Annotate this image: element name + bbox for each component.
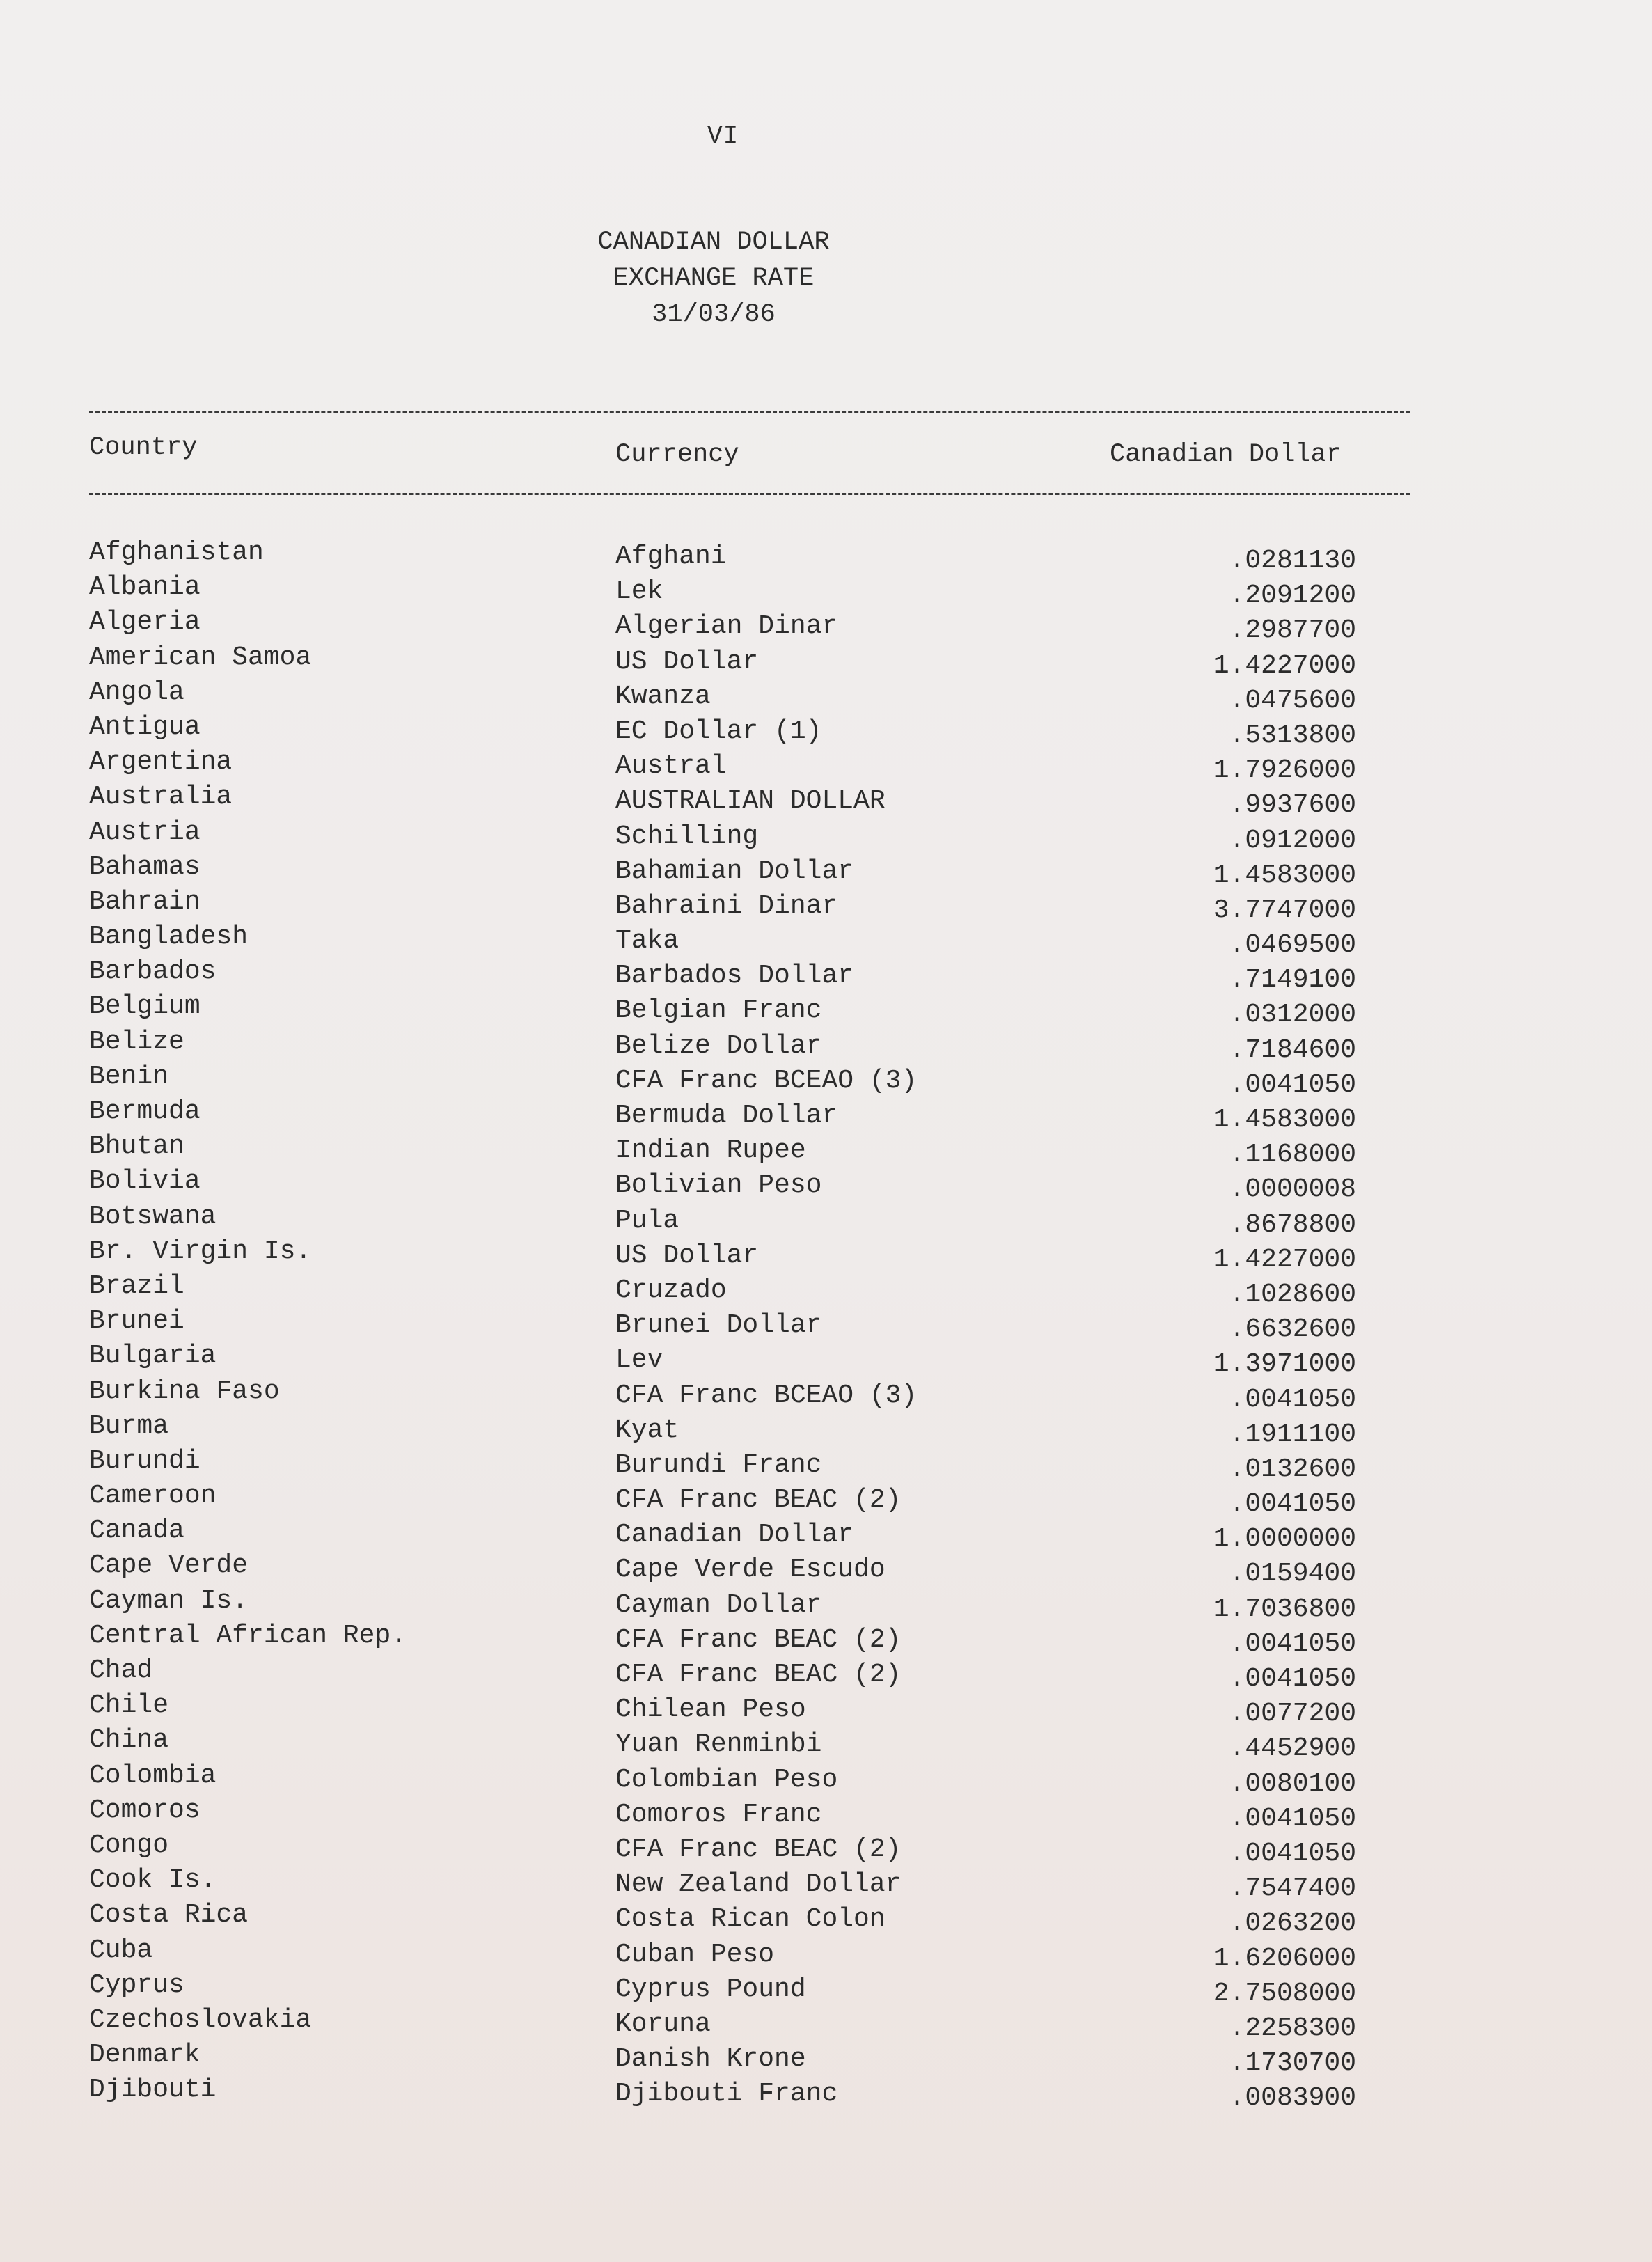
table-row	[0, 1061, 1652, 1100]
currency-cell: Lev	[615, 1345, 663, 1376]
rate-cell: .8678800	[1229, 1209, 1356, 1240]
table-row	[0, 607, 1652, 646]
rate-cell: 1.4583000	[1213, 1105, 1356, 1135]
currency-cell: CFA Franc BEAC (2)	[615, 1834, 902, 1864]
currency-cell: Chilean Peso	[615, 1695, 806, 1725]
country-cell: Cook Is.	[89, 1865, 217, 1896]
country-cell: Australia	[89, 782, 233, 812]
currency-cell: Cyprus Pound	[615, 1974, 806, 2004]
table-row	[0, 851, 1652, 890]
rate-cell: .0281130	[1229, 546, 1356, 576]
table-row	[0, 1131, 1652, 1170]
header-rule-bottom	[89, 493, 1410, 495]
table-row	[0, 1306, 1652, 1345]
table-row	[0, 1550, 1652, 1589]
table-row	[0, 572, 1652, 611]
header-rule-top	[89, 411, 1410, 413]
currency-cell: Canadian Dollar	[615, 1520, 854, 1550]
rate-cell: .0912000	[1229, 825, 1356, 856]
country-cell: Bulgaria	[89, 1341, 217, 1372]
table-row	[0, 1201, 1652, 1240]
country-cell: Belize	[89, 1026, 184, 1057]
table-row	[0, 1795, 1652, 1834]
table-row	[0, 1830, 1652, 1869]
currency-cell: Burundi Franc	[615, 1450, 822, 1480]
table-row	[0, 1166, 1652, 1205]
country-cell: Argentina	[89, 747, 233, 778]
table-row	[0, 712, 1652, 751]
country-cell: Botswana	[89, 1201, 217, 1232]
table-row	[0, 922, 1652, 961]
table-row	[0, 747, 1652, 786]
country-cell: Czechoslovakia	[89, 2004, 312, 2035]
currency-cell: CFA Franc BEAC (2)	[615, 1660, 902, 1690]
currency-cell: Pula	[615, 1205, 679, 1236]
country-cell: China	[89, 1725, 169, 1756]
currency-cell: Cruzado	[615, 1275, 727, 1305]
currency-cell: CFA Franc BCEAO (3)	[615, 1380, 918, 1411]
country-cell: Bahrain	[89, 886, 200, 917]
table-row	[0, 1760, 1652, 1799]
currency-cell: Colombian Peso	[615, 1764, 838, 1795]
rate-cell: 1.4583000	[1213, 860, 1356, 890]
rate-cell: .0041050	[1229, 1628, 1356, 1659]
currency-cell: Cape Verde Escudo	[615, 1555, 886, 1585]
country-cell: Congo	[89, 1830, 169, 1860]
table-row	[0, 1271, 1652, 1310]
currency-cell: Afghani	[615, 542, 727, 572]
country-cell: Bangladesh	[89, 922, 249, 952]
table-row	[0, 782, 1652, 821]
column-header-currency: Currency	[615, 440, 739, 469]
currency-cell: EC Dollar (1)	[615, 716, 822, 746]
country-cell: Canada	[89, 1516, 184, 1546]
country-cell: Cameroon	[89, 1481, 217, 1511]
currency-cell: US Dollar	[615, 646, 759, 677]
rate-cell: .2091200	[1229, 581, 1356, 611]
table-row	[0, 886, 1652, 925]
page-number: VI	[707, 122, 739, 150]
table-row	[0, 1376, 1652, 1415]
country-cell: Brunei	[89, 1306, 184, 1337]
table-row	[0, 1585, 1652, 1624]
title-line-1: CANADIAN DOLLAR	[597, 228, 830, 257]
currency-cell: Cuban Peso	[615, 1939, 775, 1970]
rate-cell: 1.7926000	[1213, 755, 1356, 786]
country-cell: Burkina Faso	[89, 1376, 280, 1406]
exchange-rate-table	[0, 537, 1652, 2114]
country-cell: Angola	[89, 677, 184, 707]
currency-cell: CFA Franc BCEAO (3)	[615, 1065, 918, 1096]
column-header-country: Country	[89, 433, 198, 462]
country-cell: Burundi	[89, 1445, 200, 1476]
currency-cell: US Dollar	[615, 1240, 759, 1271]
table-row	[0, 2004, 1652, 2043]
currency-cell: Bahraini Dinar	[615, 890, 838, 921]
title-line-2: EXCHANGE RATE	[613, 264, 815, 293]
currency-cell: Barbados Dollar	[615, 961, 854, 991]
title-line-3: 31/03/86	[652, 300, 776, 329]
rate-cell: .7184600	[1229, 1035, 1356, 1065]
table-row	[0, 1690, 1652, 1729]
rate-cell: .0041050	[1229, 1838, 1356, 1869]
table-row	[0, 1900, 1652, 1939]
country-cell: Cuba	[89, 1935, 153, 1965]
table-row	[0, 2075, 1652, 2114]
country-cell: Colombia	[89, 1760, 217, 1791]
column-header-canadian-dollar: Canadian Dollar	[1110, 440, 1342, 469]
table-row	[0, 1341, 1652, 1380]
country-cell: Brazil	[89, 1271, 184, 1301]
rate-cell: 1.4227000	[1213, 1244, 1356, 1275]
currency-cell: Costa Rican Colon	[615, 1904, 886, 1935]
country-cell: Cayman Is.	[89, 1585, 249, 1616]
rate-cell: .9937600	[1229, 790, 1356, 821]
country-cell: Burma	[89, 1411, 169, 1441]
rate-cell: .0041050	[1229, 1489, 1356, 1520]
rate-cell: .1911100	[1229, 1419, 1356, 1450]
rate-cell: .0475600	[1229, 685, 1356, 716]
table-row	[0, 1481, 1652, 1520]
country-cell: Central African Rep.	[89, 1620, 407, 1651]
country-cell: Bermuda	[89, 1097, 200, 1126]
currency-cell: Kyat	[615, 1415, 679, 1445]
table-row	[0, 537, 1652, 576]
rate-cell: .0041050	[1229, 1384, 1356, 1415]
currency-cell: Comoros Franc	[615, 1799, 822, 1830]
rate-cell: 1.4227000	[1213, 650, 1356, 681]
rate-cell: .0263200	[1229, 1908, 1356, 1939]
table-row	[0, 1935, 1652, 1974]
country-cell: Costa Rica	[89, 1900, 249, 1931]
rate-cell: .6632600	[1229, 1314, 1356, 1345]
table-row	[0, 1865, 1652, 1904]
table-row	[0, 957, 1652, 996]
table-row	[0, 642, 1652, 681]
rate-cell: .2987700	[1229, 615, 1356, 646]
currency-cell: Lek	[615, 576, 663, 607]
rate-cell: .7547400	[1229, 1874, 1356, 1904]
rate-cell: .0000008	[1229, 1175, 1356, 1205]
country-cell: Barbados	[89, 957, 217, 987]
currency-cell: Bermuda Dollar	[615, 1101, 838, 1131]
country-cell: Chile	[89, 1690, 169, 1721]
table-row	[0, 1656, 1652, 1694]
table-row	[0, 1620, 1652, 1659]
country-cell: Bahamas	[89, 851, 200, 882]
currency-cell: Indian Rupee	[615, 1136, 806, 1166]
currency-cell: Bolivian Peso	[615, 1170, 822, 1201]
rate-cell: .2258300	[1229, 2013, 1356, 2043]
country-cell: Cyprus	[89, 1970, 184, 2000]
rate-cell: .1168000	[1229, 1140, 1356, 1170]
currency-cell: Yuan Renminbi	[615, 1729, 822, 1760]
country-cell: Djibouti	[89, 2075, 217, 2105]
rate-cell: 1.7036800	[1213, 1594, 1356, 1624]
currency-cell: Algerian Dinar	[615, 611, 838, 642]
currency-cell: Cayman Dollar	[615, 1589, 822, 1620]
rate-cell: .0080100	[1229, 1768, 1356, 1799]
rate-cell: .0041050	[1229, 1069, 1356, 1100]
rate-cell: .0077200	[1229, 1699, 1356, 1729]
currency-cell: Kwanza	[615, 681, 711, 712]
table-row	[0, 1236, 1652, 1275]
country-cell: Antigua	[89, 712, 200, 742]
currency-cell: Belize Dollar	[615, 1030, 822, 1061]
country-cell: Afghanistan	[89, 537, 264, 567]
currency-cell: Austral	[615, 751, 727, 782]
rate-cell: 1.0000000	[1213, 1524, 1356, 1555]
table-row	[0, 2040, 1652, 2079]
table-row	[0, 1097, 1652, 1135]
rate-cell: 1.3971000	[1213, 1349, 1356, 1380]
table-row	[0, 1445, 1652, 1484]
rate-cell: .4452900	[1229, 1734, 1356, 1764]
table-row	[0, 677, 1652, 716]
country-cell: Denmark	[89, 2040, 200, 2071]
table-row	[0, 991, 1652, 1030]
currency-cell: CFA Franc BEAC (2)	[615, 1624, 902, 1655]
rate-cell: 3.7747000	[1213, 895, 1356, 925]
rate-cell: .1730700	[1229, 2048, 1356, 2079]
country-cell: American Samoa	[89, 642, 312, 673]
currency-cell: Schilling	[615, 821, 759, 851]
rate-cell: .0312000	[1229, 1000, 1356, 1030]
table-row	[0, 1026, 1652, 1065]
rate-cell: 1.6206000	[1213, 1943, 1356, 1974]
rate-cell: .0041050	[1229, 1664, 1356, 1694]
country-cell: Chad	[89, 1656, 153, 1686]
currency-cell: Taka	[615, 926, 679, 957]
currency-cell: Bahamian Dollar	[615, 856, 854, 886]
country-cell: Br. Virgin Is.	[89, 1236, 312, 1266]
table-row	[0, 1725, 1652, 1764]
currency-cell: AUSTRALIAN DOLLAR	[615, 786, 886, 817]
currency-cell: Brunei Dollar	[615, 1310, 822, 1341]
currency-cell: Djibouti Franc	[615, 2079, 838, 2110]
currency-cell: Belgian Franc	[615, 996, 822, 1026]
table-row	[0, 1970, 1652, 2009]
currency-cell: CFA Franc BEAC (2)	[615, 1485, 902, 1516]
table-row	[0, 1411, 1652, 1450]
country-cell: Bhutan	[89, 1131, 184, 1162]
document-title	[0, 224, 1427, 333]
country-cell: Comoros	[89, 1795, 200, 1825]
rate-cell: .5313800	[1229, 720, 1356, 751]
rate-cell: .7149100	[1229, 965, 1356, 996]
rate-cell: .0469500	[1229, 930, 1356, 961]
table-row	[0, 817, 1652, 856]
rate-cell: .0159400	[1229, 1559, 1356, 1589]
country-cell: Belgium	[89, 991, 200, 1022]
currency-cell: Koruna	[615, 2009, 711, 2039]
rate-cell: .0083900	[1229, 2083, 1356, 2114]
country-cell: Bolivia	[89, 1166, 200, 1197]
currency-cell: Danish Krone	[615, 2044, 806, 2075]
table-row	[0, 1516, 1652, 1555]
country-cell: Cape Verde	[89, 1550, 249, 1581]
currency-cell: New Zealand Dollar	[615, 1869, 902, 1900]
country-cell: Algeria	[89, 607, 200, 638]
rate-cell: .0132600	[1229, 1454, 1356, 1484]
country-cell: Austria	[89, 817, 200, 847]
rate-cell: .1028600	[1229, 1279, 1356, 1310]
rate-cell: .0041050	[1229, 1803, 1356, 1834]
country-cell: Benin	[89, 1061, 169, 1092]
rate-cell: 2.7508000	[1213, 1978, 1356, 2009]
country-cell: Albania	[89, 572, 200, 603]
